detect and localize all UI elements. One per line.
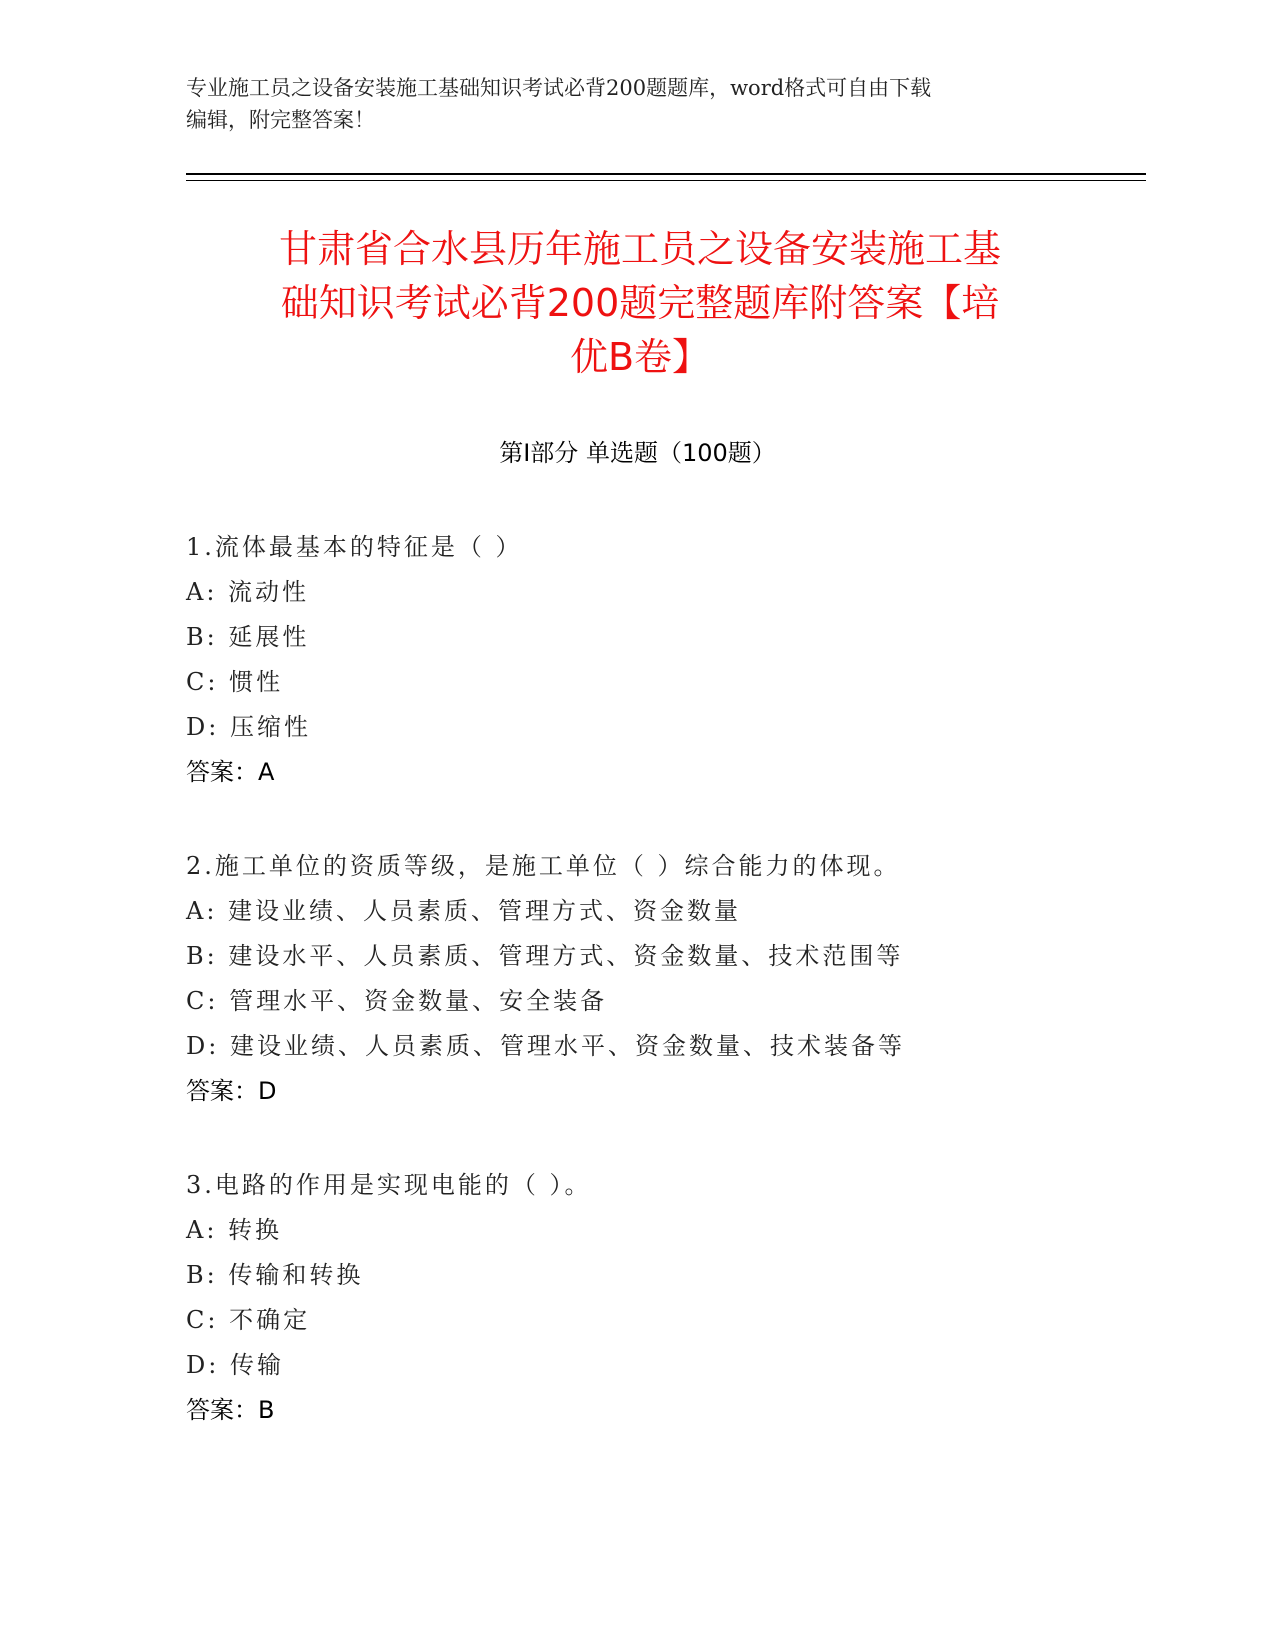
question-stem: 2.施工单位的资质等级，是施工单位（ ）综合能力的体现。 [186,852,901,880]
section-title: 第Ⅰ部分 单选题（100题） [499,439,776,467]
option-c: C: 不确定 [186,1306,311,1334]
question-stem: 1.流体最基本的特征是（ ） [186,533,523,561]
header-rule-thick [186,173,1146,175]
header-note-line: 编辑，附完整答案！ [186,108,375,132]
option-a: A: 建设业绩、人员素质、管理方式、资金数量 [186,897,742,925]
title-line: 甘肃省合水县历年施工员之设备安装施工基 [278,227,1001,271]
question-list [186,525,1146,1482]
option-d: D: 传输 [186,1351,284,1379]
document-title [190,222,1090,384]
title-line: 优B卷】 [569,335,711,379]
question-item [186,1163,1146,1433]
question-item [186,525,1146,795]
option-c: C: 惯性 [186,668,284,696]
option-d: D: 压缩性 [186,713,311,741]
question-item [186,844,1146,1114]
option-a: A: 流动性 [186,578,310,606]
header-note-line: 专业施工员之设备安装施工基础知识考试必背200题题库，word格式可自由下载 [186,76,932,100]
option-b: B: 延展性 [186,623,310,651]
header-note [186,72,1086,136]
answer-text: 答案：D [186,1077,277,1105]
option-c: C: 管理水平、资金数量、安全装备 [186,987,608,1015]
answer-text: 答案：B [186,1396,275,1424]
answer-text: 答案：A [186,758,275,786]
title-line: 础知识考试必背200题完整题库附答案【培 [280,281,1000,325]
option-b: B: 建设水平、人员素质、管理方式、资金数量、技术范围等 [186,942,904,970]
option-a: A: 转换 [186,1216,283,1244]
option-b: B: 传输和转换 [186,1261,364,1289]
option-d: D: 建设业绩、人员素质、管理水平、资金数量、技术装备等 [186,1032,905,1060]
header-rule-thin [186,180,1146,181]
question-stem: 3.电路的作用是实现电能的（ ）。 [186,1171,592,1199]
